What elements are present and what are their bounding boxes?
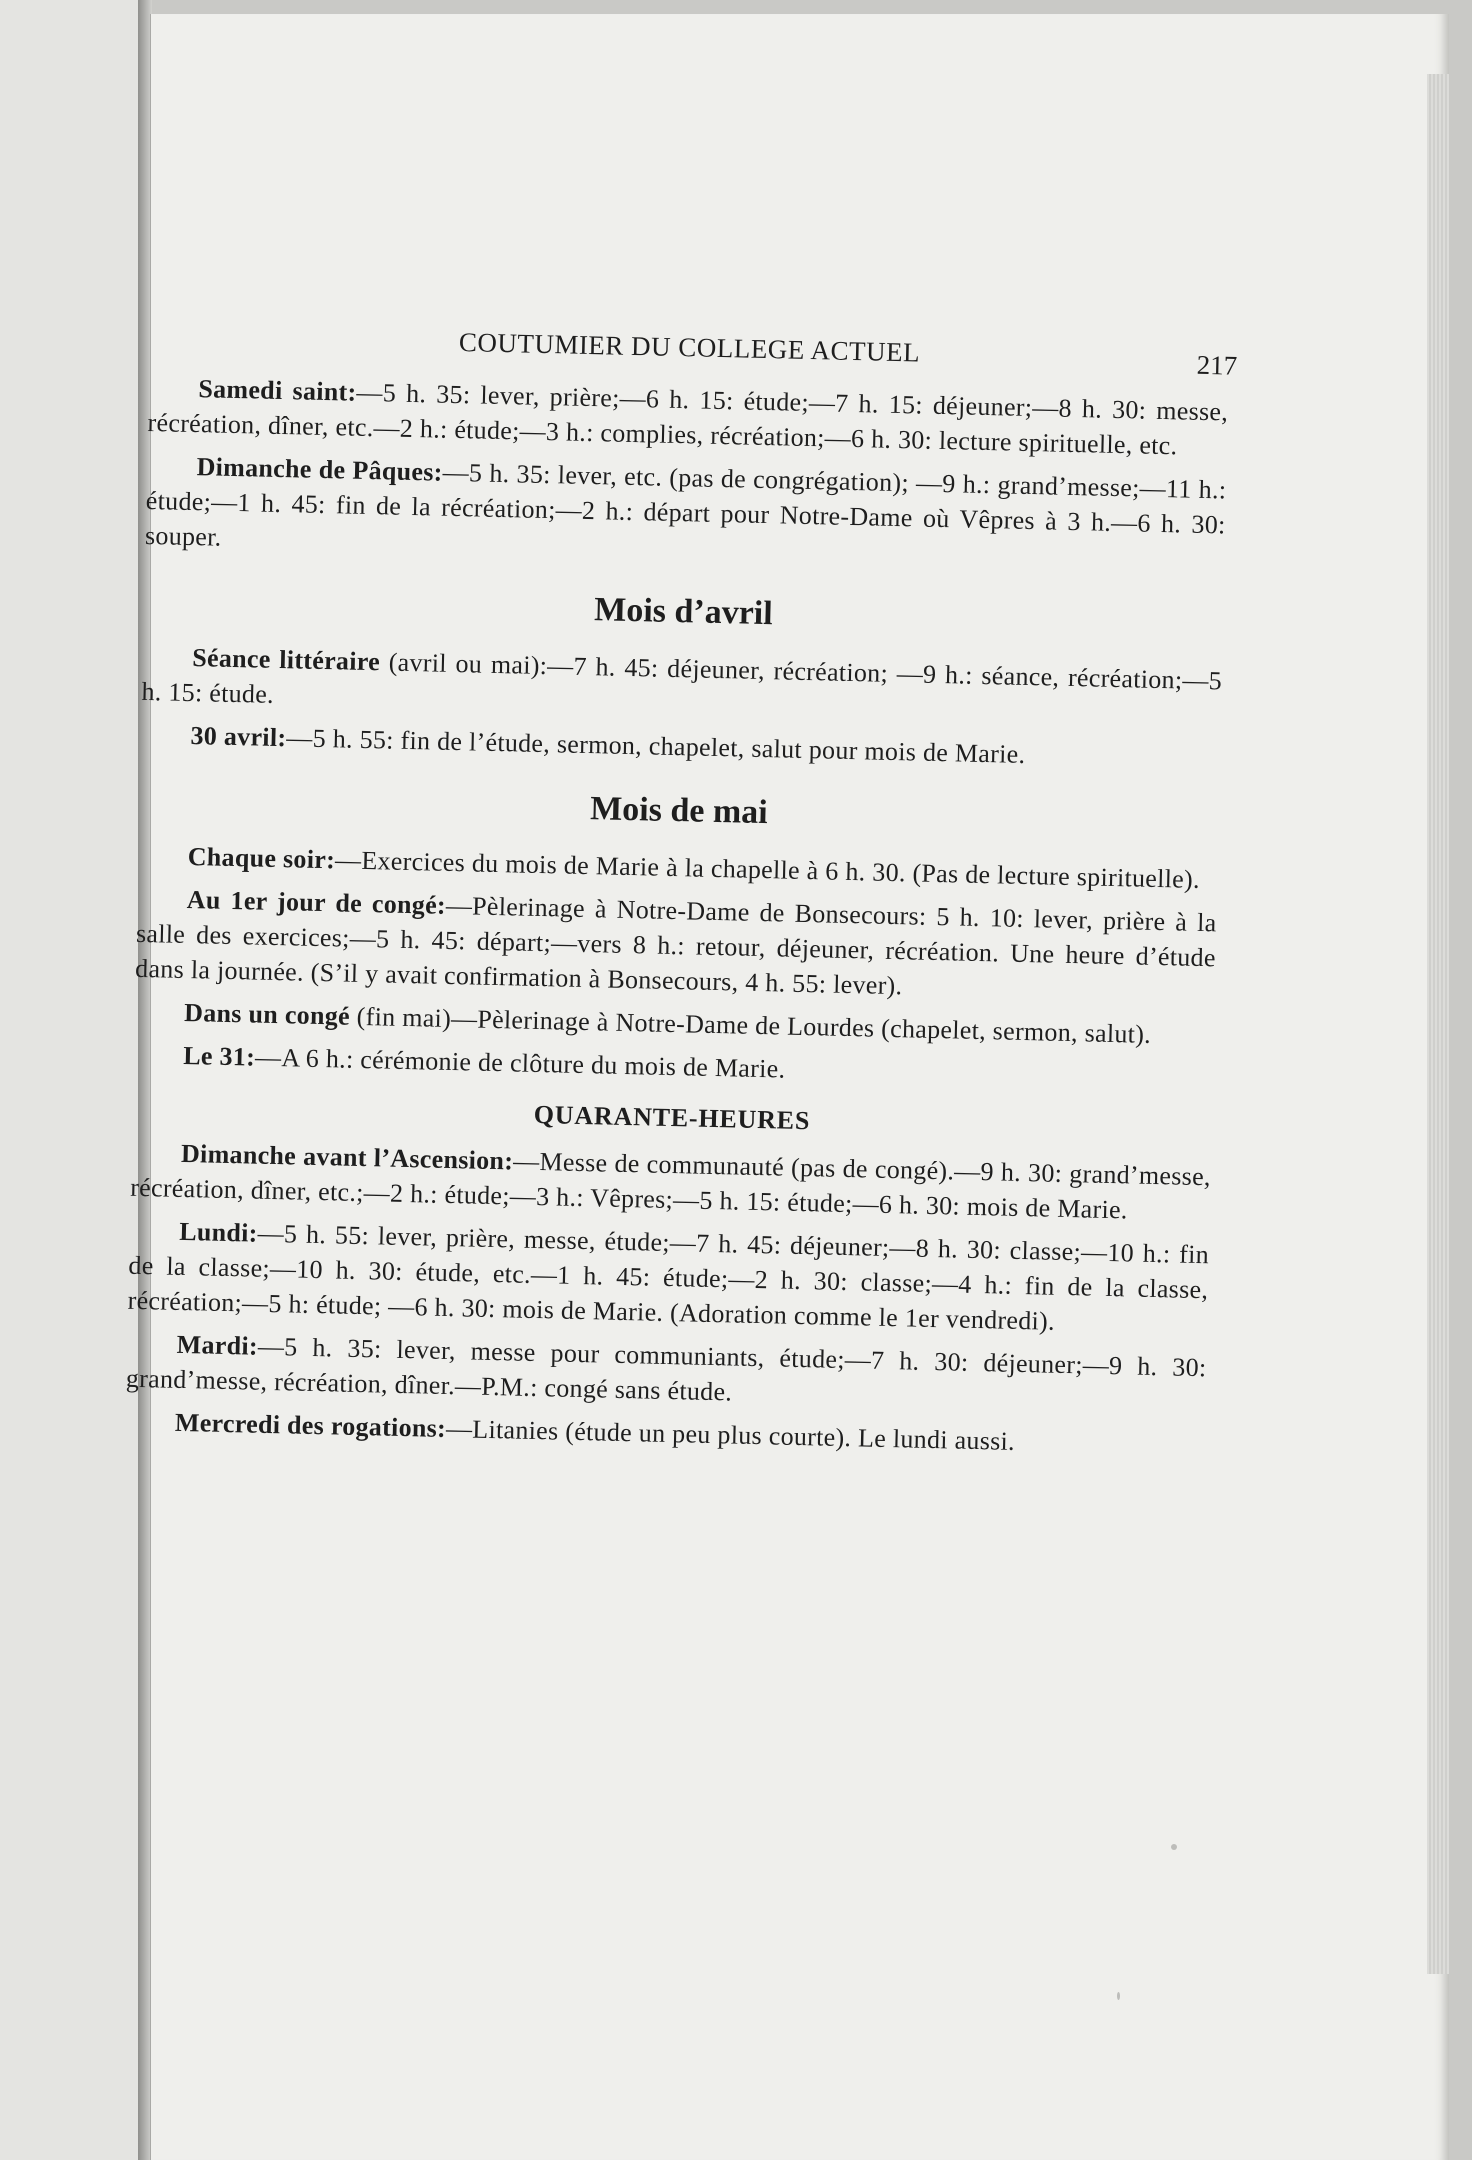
entry-premier-conge xyxy=(135,881,1217,1010)
entry-text: —Litanies (étude un peu plus courte). Le lundi aussi. xyxy=(445,1414,1016,1456)
entry-lead: 30 avril: xyxy=(190,721,287,753)
entry-text: —5 h. 35: lever, etc. (pas de congrégation); —9 h.: grand’messe;—11 h.: étude;—1 h. 45: fin de la récréation;—2 h.: départ pour Notre-Dame où Vêpres à 3 h.—6 h. 30: souper. xyxy=(144,457,1227,552)
entry-lead: Lundi: xyxy=(178,1216,258,1248)
entry-text: —5 h. 55: fin de l’étude, sermon, chapelet, salut pour mois de Marie. xyxy=(286,723,1026,769)
entry-lead: Séance littéraire xyxy=(191,643,381,677)
entry-lead: Dimanche de Pâques: xyxy=(196,452,444,487)
entry-lead: Le 31: xyxy=(182,1040,256,1072)
entry-lundi xyxy=(127,1213,1209,1342)
entry-text: (avril ou mai):—7 h. 45: déjeuner, récréation; —9 h.: séance, récréation;—5 h. 15: étude. xyxy=(141,647,1223,709)
page-text xyxy=(124,318,1238,1471)
entry-lead: Mercredi des rogations: xyxy=(174,1407,447,1443)
entry-mardi xyxy=(126,1326,1207,1420)
entry-lead: Au 1er jour de congé: xyxy=(186,884,447,920)
left-page-edge xyxy=(0,0,140,2160)
entry-lead: Dimanche avant l’Ascension: xyxy=(180,1138,514,1176)
entry-dimanche-paques xyxy=(145,448,1227,577)
heading-mois-avril: Mois d’avril xyxy=(593,591,774,633)
entry-text: —Messe de communauté (pas de congé).—9 h. 30: grand’messe, récréation, dîner, etc.;—2 h.: étude;—3 h.: Vêpres;—5 h. 15: étude;—6 h. 30: mois de Marie. xyxy=(129,1146,1212,1225)
running-title: COUTUMIER DU COLLEGE ACTUEL xyxy=(458,327,921,368)
heading-quarante-heures: QUARANTE-HEURES xyxy=(533,1099,811,1136)
entry-lead: Samedi saint: xyxy=(198,374,357,407)
heading-mois-mai: Mois de mai xyxy=(589,790,769,832)
page-number: 217 xyxy=(1196,349,1238,381)
paper-speck xyxy=(1171,1844,1177,1850)
entry-text: —Pèlerinage à Notre-Dame de Bonsecours: 5 h. 10: lever, prière à la salle des exercices;—5 h. 45: départ;—vers 8 h.: retour, déjeuner, récréation. Une heure d’étude dans la journée. (S’il y avait confirmation à Bonsecours, 4 h. 55: lever). xyxy=(134,890,1217,1001)
entry-seance-litteraire xyxy=(141,639,1222,733)
entry-lead: Mardi: xyxy=(176,1329,259,1361)
entry-dimanche-ascension xyxy=(130,1135,1211,1229)
entry-text: —5 h. 35: lever, prière;—6 h. 15: étude;—7 h. 15: déjeuner;—8 h. 30: messe, récréation, dîner, etc.—2 h.: étude;—3 h.: complies, récréation;—6 h. 30: lecture spirituelle, etc. xyxy=(147,377,1229,461)
entry-lead: Chaque soir: xyxy=(187,841,336,875)
entry-text: (fin mai)—Pèlerinage à Notre-Dame de Lourdes (chapelet, sermon, salut). xyxy=(349,1001,1152,1049)
page-stack-edge xyxy=(1427,74,1449,1974)
entry-text: —A 6 h.: cérémonie de clôture du mois de Marie. xyxy=(254,1042,786,1084)
entry-text: —5 h. 55: lever, prière, messe, étude;—7 h. 45: déjeuner;—8 h. 30: classe;—10 h.: fin de la classe;—10 h. 30: étude, etc.—1 h. 45: étude;—2 h. 30: classe;—4 h.: fin de la classe, récréation;—5 h: étude; —6 h. 30: mois de Marie. (Adoration comme le 1er vendredi). xyxy=(127,1218,1210,1336)
entry-text: —5 h. 35: lever, messe pour communiants, étude;—7 h. 30: déjeuner;—9 h. 30: grand’messe, récréation, dîner.—P.M.: congé sans étude. xyxy=(125,1331,1207,1407)
entry-lead: Dans un congé xyxy=(183,997,351,1031)
paper-speck xyxy=(1117,1992,1120,2000)
entry-text: —Exercices du mois de Marie à la chapelle à 6 h. 30. (Pas de lecture spirituelle). xyxy=(334,845,1201,894)
